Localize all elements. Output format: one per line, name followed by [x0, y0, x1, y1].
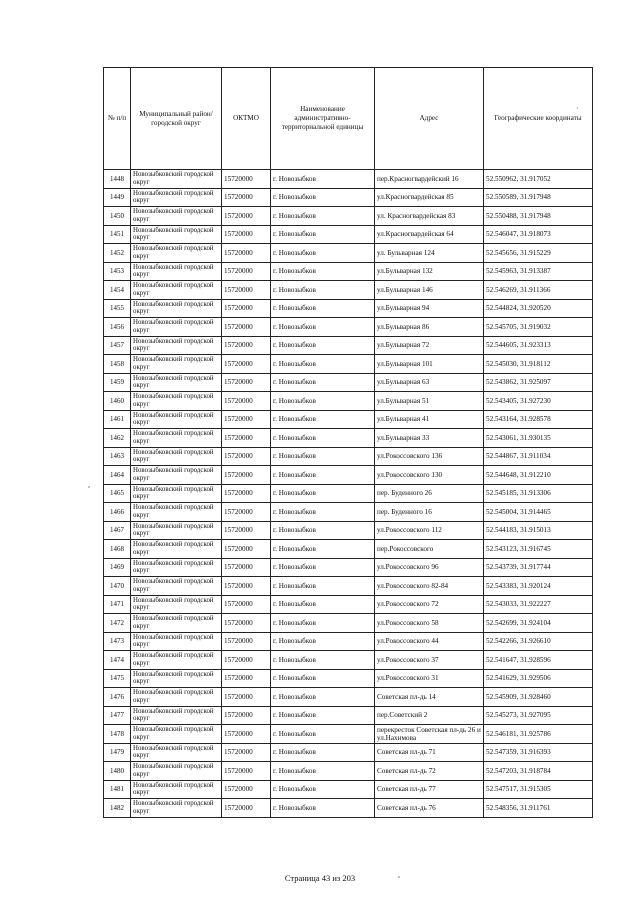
table-row: [104, 410, 593, 429]
cell-address: ул.Бульварная 63: [375, 373, 484, 392]
cell-address: перекресток Советская пл-дь 26 и ул.Нахимова: [375, 725, 484, 744]
cell-unit-name: г. Новозыбков: [271, 429, 375, 448]
cell-number: 1475: [104, 669, 131, 688]
cell-coordinates: 52.545909, 31.928460: [484, 688, 593, 707]
cell-coordinates: 52.544867, 31.911034: [484, 447, 593, 466]
table-row: [104, 632, 593, 651]
cell-municipality: Новозыбковский городской округ: [131, 725, 222, 744]
cell-address: ул.Бульварная 101: [375, 355, 484, 374]
cell-municipality: Новозыбковский городской округ: [131, 688, 222, 707]
table-row: [104, 503, 593, 522]
page-number: Страница 43 из 203: [284, 873, 356, 883]
cell-municipality: Новозыбковский городской округ: [131, 669, 222, 688]
table-row: [104, 484, 593, 503]
table-row: [104, 170, 593, 189]
cell-coordinates: 52.543061, 31.930135: [484, 429, 593, 448]
cell-unit-name: г. Новозыбков: [271, 373, 375, 392]
cell-municipality: Новозыбковский городской округ: [131, 651, 222, 670]
cell-municipality: Новозыбковский городской округ: [131, 614, 222, 633]
cell-oktmo: 15720000: [222, 484, 271, 503]
cell-municipality: Новозыбковский городской округ: [131, 299, 222, 318]
cell-oktmo: 15720000: [222, 262, 271, 281]
cell-number: 1468: [104, 540, 131, 559]
header-unit-name: Наименование административно-территориальной единицы: [271, 68, 375, 170]
cell-unit-name: г. Новозыбков: [271, 706, 375, 725]
cell-unit-name: г. Новозыбков: [271, 540, 375, 559]
table-row: [104, 558, 593, 577]
cell-municipality: Новозыбковский городской округ: [131, 336, 222, 355]
cell-oktmo: 15720000: [222, 521, 271, 540]
cell-number: 1469: [104, 558, 131, 577]
cell-municipality: Новозыбковский городской округ: [131, 225, 222, 244]
cell-unit-name: г. Новозыбков: [271, 466, 375, 485]
cell-oktmo: 15720000: [222, 225, 271, 244]
cell-address: пер. Буденного 26: [375, 484, 484, 503]
cell-oktmo: 15720000: [222, 799, 271, 818]
cell-coordinates: 52.545004, 31.914465: [484, 503, 593, 522]
cell-oktmo: 15720000: [222, 595, 271, 614]
cell-oktmo: 15720000: [222, 466, 271, 485]
cell-unit-name: г. Новозыбков: [271, 318, 375, 337]
cell-number: 1463: [104, 447, 131, 466]
cell-oktmo: 15720000: [222, 373, 271, 392]
cell-unit-name: г. Новозыбков: [271, 410, 375, 429]
cell-number: 1473: [104, 632, 131, 651]
address-table: [103, 67, 593, 818]
cell-number: 1471: [104, 595, 131, 614]
cell-unit-name: г. Новозыбков: [271, 651, 375, 670]
cell-oktmo: 15720000: [222, 743, 271, 762]
table-row: [104, 669, 593, 688]
cell-coordinates: 52.541647, 31.928596: [484, 651, 593, 670]
cell-unit-name: г. Новозыбков: [271, 447, 375, 466]
cell-number: 1460: [104, 392, 131, 411]
cell-number: 1459: [104, 373, 131, 392]
cell-coordinates: 52.543033, 31.922227: [484, 595, 593, 614]
cell-municipality: Новозыбковский городской округ: [131, 595, 222, 614]
cell-unit-name: г. Новозыбков: [271, 595, 375, 614]
cell-unit-name: г. Новозыбков: [271, 336, 375, 355]
cell-coordinates: 52.542266, 31.926610: [484, 632, 593, 651]
cell-municipality: Новозыбковский городской округ: [131, 262, 222, 281]
cell-municipality: Новозыбковский городской округ: [131, 762, 222, 781]
cell-number: 1477: [104, 706, 131, 725]
cell-oktmo: 15720000: [222, 503, 271, 522]
cell-address: ул.Бульварная 33: [375, 429, 484, 448]
cell-unit-name: г. Новозыбков: [271, 503, 375, 522]
cell-address: ул.Рокоссовского 130: [375, 466, 484, 485]
cell-municipality: Новозыбковский городской округ: [131, 780, 222, 799]
cell-address: ул. Бульварная 124: [375, 244, 484, 263]
cell-address: пер. Буденного 16: [375, 503, 484, 522]
table-row: [104, 466, 593, 485]
cell-oktmo: 15720000: [222, 651, 271, 670]
cell-unit-name: г. Новозыбков: [271, 743, 375, 762]
cell-number: 1450: [104, 207, 131, 226]
cell-municipality: Новозыбковский городской округ: [131, 799, 222, 818]
cell-municipality: Новозыбковский городской округ: [131, 558, 222, 577]
cell-address: Советская пл-дь 76: [375, 799, 484, 818]
cell-municipality: Новозыбковский городской округ: [131, 188, 222, 207]
cell-municipality: Новозыбковский городской округ: [131, 521, 222, 540]
table-row: [104, 688, 593, 707]
cell-oktmo: 15720000: [222, 614, 271, 633]
cell-oktmo: 15720000: [222, 577, 271, 596]
table-row: [104, 799, 593, 818]
table-row: [104, 188, 593, 207]
cell-number: 1455: [104, 299, 131, 318]
cell-number: 1479: [104, 743, 131, 762]
cell-address: ул.Рокоссовского 96: [375, 558, 484, 577]
cell-municipality: Новозыбковский городской округ: [131, 170, 222, 189]
cell-address: ул.Бульварная 132: [375, 262, 484, 281]
cell-oktmo: 15720000: [222, 410, 271, 429]
cell-unit-name: г. Новозыбков: [271, 170, 375, 189]
cell-unit-name: г. Новозыбков: [271, 669, 375, 688]
cell-number: 1478: [104, 725, 131, 744]
table-row: [104, 281, 593, 300]
cell-coordinates: 52.543405, 31.927230: [484, 392, 593, 411]
cell-unit-name: г. Новозыбков: [271, 484, 375, 503]
cell-number: 1454: [104, 281, 131, 300]
cell-oktmo: 15720000: [222, 207, 271, 226]
cell-coordinates: 52.545705, 31.919032: [484, 318, 593, 337]
cell-municipality: Новозыбковский городской округ: [131, 281, 222, 300]
cell-oktmo: 15720000: [222, 318, 271, 337]
table-row: [104, 244, 593, 263]
cell-oktmo: 15720000: [222, 632, 271, 651]
cell-address: пер.Красногвардейский 16: [375, 170, 484, 189]
table-row: [104, 651, 593, 670]
table-row: [104, 725, 593, 744]
cell-unit-name: г. Новозыбков: [271, 225, 375, 244]
cell-coordinates: 52.545273, 31.927095: [484, 706, 593, 725]
cell-address: Советская пл-дь 14: [375, 688, 484, 707]
cell-address: ул.Бульварная 146: [375, 281, 484, 300]
cell-number: 1466: [104, 503, 131, 522]
cell-coordinates: 52.546047, 31.918073: [484, 225, 593, 244]
cell-number: 1470: [104, 577, 131, 596]
cell-oktmo: 15720000: [222, 170, 271, 189]
table-row: [104, 262, 593, 281]
cell-address: ул.Бульварная 86: [375, 318, 484, 337]
cell-number: 1480: [104, 762, 131, 781]
cell-unit-name: г. Новозыбков: [271, 558, 375, 577]
cell-unit-name: г. Новозыбков: [271, 614, 375, 633]
cell-unit-name: г. Новозыбков: [271, 799, 375, 818]
cell-coordinates: 52.544605, 31.923313: [484, 336, 593, 355]
cell-municipality: Новозыбковский городской округ: [131, 244, 222, 263]
cell-coordinates: 52.546269, 31.911366: [484, 281, 593, 300]
cell-number: 1461: [104, 410, 131, 429]
cell-municipality: Новозыбковский городской округ: [131, 706, 222, 725]
cell-coordinates: 52.550962, 31.917052: [484, 170, 593, 189]
cell-address: Советская пл-дь 71: [375, 743, 484, 762]
cell-municipality: Новозыбковский городской округ: [131, 540, 222, 559]
cell-unit-name: г. Новозыбков: [271, 688, 375, 707]
cell-address: пер.Советский 2: [375, 706, 484, 725]
cell-municipality: Новозыбковский городской округ: [131, 355, 222, 374]
cell-oktmo: 15720000: [222, 669, 271, 688]
table-row: [104, 429, 593, 448]
cell-coordinates: 52.545030, 31.918112: [484, 355, 593, 374]
cell-coordinates: 52.545185, 31.913306: [484, 484, 593, 503]
cell-address: ул.Красногвардейская 64: [375, 225, 484, 244]
cell-coordinates: 52.541629, 31.929506: [484, 669, 593, 688]
cell-unit-name: г. Новозыбков: [271, 632, 375, 651]
cell-number: 1448: [104, 170, 131, 189]
cell-coordinates: 52.548356, 31.911761: [484, 799, 593, 818]
table-row: [104, 780, 593, 799]
header-municipality: Муниципальный район/городской округ: [131, 68, 222, 170]
header-address: Адрес: [375, 68, 484, 170]
cell-municipality: Новозыбковский городской округ: [131, 410, 222, 429]
cell-coordinates: 52.544824, 31.920520: [484, 299, 593, 318]
cell-oktmo: 15720000: [222, 447, 271, 466]
cell-coordinates: 52.543164, 31.928578: [484, 410, 593, 429]
cell-oktmo: 15720000: [222, 780, 271, 799]
cell-municipality: Новозыбковский городской округ: [131, 484, 222, 503]
cell-address: ул.Рокоссовского 44: [375, 632, 484, 651]
cell-coordinates: 52.545656, 31.915229: [484, 244, 593, 263]
table-row: [104, 336, 593, 355]
cell-coordinates: 52.544183, 31.915013: [484, 521, 593, 540]
cell-municipality: Новозыбковский городской округ: [131, 503, 222, 522]
cell-address: Советская пл-дь 72: [375, 762, 484, 781]
cell-unit-name: г. Новозыбков: [271, 188, 375, 207]
cell-address: ул.Рокоссовского 37: [375, 651, 484, 670]
cell-number: 1464: [104, 466, 131, 485]
table-body: [104, 170, 593, 818]
cell-number: 1465: [104, 484, 131, 503]
cell-coordinates: 52.547359, 31.916393: [484, 743, 593, 762]
cell-unit-name: г. Новозыбков: [271, 392, 375, 411]
cell-number: 1474: [104, 651, 131, 670]
table-row: [104, 595, 593, 614]
header-coordinates: Географические координаты: [484, 68, 593, 170]
table-row: [104, 373, 593, 392]
cell-oktmo: 15720000: [222, 355, 271, 374]
cell-municipality: Новозыбковский городской округ: [131, 577, 222, 596]
cell-number: 1482: [104, 799, 131, 818]
table-header-row: [104, 68, 593, 170]
cell-coordinates: 52.543739, 31.917744: [484, 558, 593, 577]
cell-municipality: Новозыбковский городской округ: [131, 743, 222, 762]
table-row: [104, 447, 593, 466]
table-row: [104, 743, 593, 762]
cell-oktmo: 15720000: [222, 762, 271, 781]
cell-coordinates: 52.545963, 31.913387: [484, 262, 593, 281]
table-row: [104, 762, 593, 781]
table-row: [104, 318, 593, 337]
cell-oktmo: 15720000: [222, 558, 271, 577]
cell-address: ул.Бульварная 51: [375, 392, 484, 411]
cell-address: ул.Рокоссовского 58: [375, 614, 484, 633]
scan-speck: [398, 876, 400, 878]
cell-address: Советская пл-дь 77: [375, 780, 484, 799]
scan-speck: [88, 486, 90, 488]
cell-oktmo: 15720000: [222, 392, 271, 411]
cell-coordinates: 52.543123, 31.916745: [484, 540, 593, 559]
cell-oktmo: 15720000: [222, 706, 271, 725]
cell-number: 1453: [104, 262, 131, 281]
table-row: [104, 392, 593, 411]
cell-number: 1449: [104, 188, 131, 207]
table-row: [104, 521, 593, 540]
cell-municipality: Новозыбковский городской округ: [131, 392, 222, 411]
cell-address: ул.Рокоссовского 72: [375, 595, 484, 614]
cell-municipality: Новозыбковский городской округ: [131, 207, 222, 226]
cell-coordinates: 52.543383, 31.920124: [484, 577, 593, 596]
table-row: [104, 355, 593, 374]
cell-unit-name: г. Новозыбков: [271, 262, 375, 281]
cell-number: 1462: [104, 429, 131, 448]
table-row: [104, 540, 593, 559]
header-number: № п/п: [104, 68, 131, 170]
cell-address: ул. Красногвардейская 83: [375, 207, 484, 226]
cell-oktmo: 15720000: [222, 336, 271, 355]
cell-number: 1451: [104, 225, 131, 244]
cell-number: 1467: [104, 521, 131, 540]
cell-address: ул.Красногвардейская 85: [375, 188, 484, 207]
table-row: [104, 225, 593, 244]
cell-oktmo: 15720000: [222, 725, 271, 744]
cell-address: ул.Рокоссовского 82-84: [375, 577, 484, 596]
cell-coordinates: 52.550589, 31.917948: [484, 188, 593, 207]
cell-address: ул.Рокоссовского 31: [375, 669, 484, 688]
cell-municipality: Новозыбковский городской округ: [131, 466, 222, 485]
cell-address: ул.Рокоссовского 136: [375, 447, 484, 466]
cell-number: 1472: [104, 614, 131, 633]
cell-unit-name: г. Новозыбков: [271, 207, 375, 226]
cell-address: ул.Бульварная 72: [375, 336, 484, 355]
cell-unit-name: г. Новозыбков: [271, 762, 375, 781]
cell-coordinates: 52.543862, 31.925097: [484, 373, 593, 392]
cell-unit-name: г. Новозыбков: [271, 780, 375, 799]
cell-oktmo: 15720000: [222, 429, 271, 448]
table-row: [104, 577, 593, 596]
cell-number: 1458: [104, 355, 131, 374]
cell-address: ул.Рокоссовского 112: [375, 521, 484, 540]
cell-municipality: Новозыбковский городской округ: [131, 373, 222, 392]
cell-oktmo: 15720000: [222, 299, 271, 318]
table-row: [104, 299, 593, 318]
cell-address: ул.Бульварная 41: [375, 410, 484, 429]
cell-unit-name: г. Новозыбков: [271, 299, 375, 318]
cell-oktmo: 15720000: [222, 281, 271, 300]
cell-unit-name: г. Новозыбков: [271, 244, 375, 263]
cell-municipality: Новозыбковский городской округ: [131, 318, 222, 337]
cell-unit-name: г. Новозыбков: [271, 281, 375, 300]
cell-oktmo: 15720000: [222, 188, 271, 207]
cell-address: ул.Бульварная 94: [375, 299, 484, 318]
cell-number: 1457: [104, 336, 131, 355]
cell-coordinates: 52.550488, 31.917948: [484, 207, 593, 226]
cell-municipality: Новозыбковский городской округ: [131, 429, 222, 448]
cell-unit-name: г. Новозыбков: [271, 521, 375, 540]
cell-oktmo: 15720000: [222, 244, 271, 263]
cell-unit-name: г. Новозыбков: [271, 577, 375, 596]
cell-number: 1456: [104, 318, 131, 337]
cell-municipality: Новозыбковский городской округ: [131, 632, 222, 651]
cell-address: пер.Рокоссовского: [375, 540, 484, 559]
cell-unit-name: г. Новозыбков: [271, 355, 375, 374]
cell-coordinates: 52.546181, 31.925786: [484, 725, 593, 744]
scan-mark: ·: [576, 104, 579, 113]
cell-unit-name: г. Новозыбков: [271, 725, 375, 744]
cell-oktmo: 15720000: [222, 540, 271, 559]
cell-number: 1452: [104, 244, 131, 263]
header-oktmo: ОКТМО: [222, 68, 271, 170]
cell-oktmo: 15720000: [222, 688, 271, 707]
cell-coordinates: 52.544648, 31.912210: [484, 466, 593, 485]
cell-coordinates: 52.547517, 31.915305: [484, 780, 593, 799]
cell-number: 1476: [104, 688, 131, 707]
table-row: [104, 207, 593, 226]
cell-municipality: Новозыбковский городской округ: [131, 447, 222, 466]
cell-coordinates: 52.547203, 31.918784: [484, 762, 593, 781]
cell-number: 1481: [104, 780, 131, 799]
cell-coordinates: 52.542699, 31.924104: [484, 614, 593, 633]
table-row: [104, 706, 593, 725]
table-row: [104, 614, 593, 633]
